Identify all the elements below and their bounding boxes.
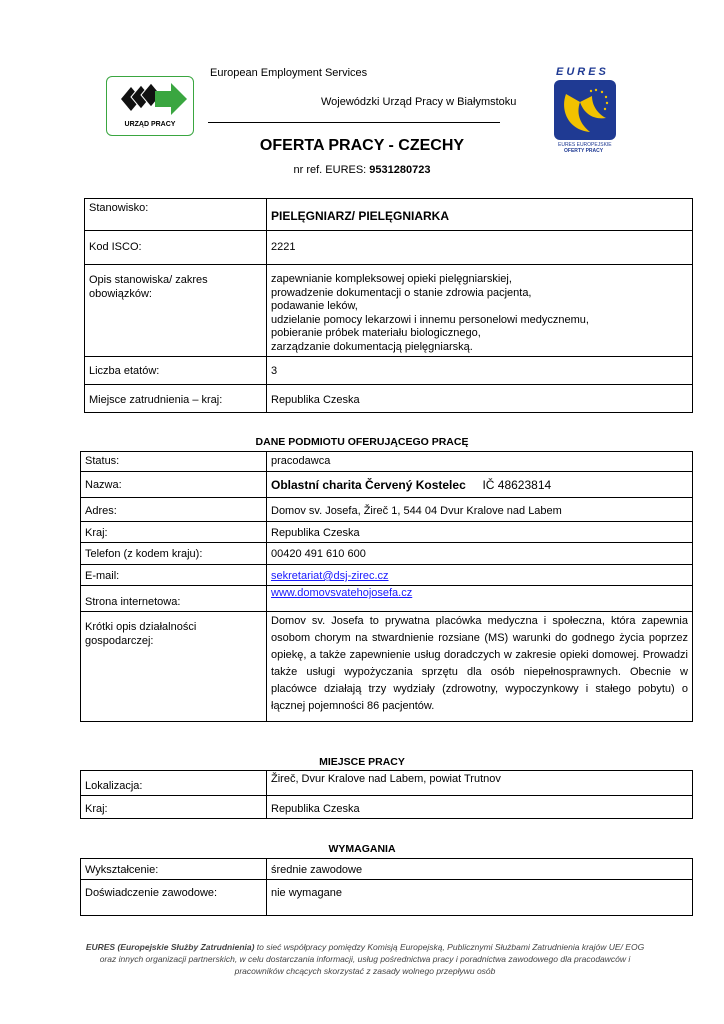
org-line-1: European Employment Services: [210, 67, 368, 79]
reference-prefix: nr ref. EURES:: [293, 164, 370, 176]
location-value: Žireč, Dvur Kralove nad Labem, powiat Trutnov: [267, 771, 693, 796]
header-divider: [208, 122, 500, 123]
positions-count-label: Liczba etatów:: [85, 357, 267, 385]
email-label: E-mail:: [81, 565, 267, 586]
eures-logo-sub1: EURES EUROPEJSKIE: [558, 142, 612, 148]
reference-line: [0, 164, 724, 176]
workplace-country-value: Republika Czeska: [267, 796, 693, 819]
website-cell: [267, 586, 693, 612]
requirements-table: [80, 858, 693, 916]
footer-line-1: to sieć współpracy pomiędzy Komisją Europejską, Publicznymi Służbami Zatrudnienia krajów UE/ EOG: [254, 942, 645, 952]
duties-value: [267, 265, 693, 357]
eures-emblem-icon: [550, 80, 620, 142]
job-country-value: Republika Czeska: [267, 385, 693, 413]
eures-logo-text: EURES: [556, 66, 609, 78]
duty-item: prowadzenie dokumentacji o stanie zdrowia pacjenta,: [271, 286, 532, 299]
duty-item: udzielanie pomocy lekarzowi i innemu personelowi medycznemu,: [271, 313, 589, 326]
urzad-pracy-logo-text: URZĄD PRACY: [124, 121, 176, 128]
website-link[interactable]: www.domovsvatehojosefa.cz: [271, 587, 413, 599]
urzad-pracy-logo: [106, 76, 194, 136]
footer: [70, 941, 660, 977]
isco-label: Kod ISCO:: [85, 231, 267, 265]
email-link[interactable]: sekretariat@dsj-zirec.cz: [271, 570, 389, 582]
footer-line-3: pracowników chcących skorzystać z zasady wolnego przepływu osób: [234, 966, 496, 976]
education-value: średnie zawodowe: [267, 859, 693, 880]
employer-table: [80, 451, 693, 722]
employer-name: Oblastní charita Červený Kostelec: [271, 478, 466, 492]
status-label: Status:: [81, 452, 267, 472]
footer-line-2: oraz innych organizacji partnerskich, w celu dostarczania informacji, usług pośrednictwa pracy i poradnictwa zawodowego dla pracodawców i: [99, 954, 631, 964]
education-label: Wykształcenie:: [81, 859, 267, 880]
isco-value: 2221: [267, 231, 693, 265]
org-line-2: Wojewódzki Urząd Pracy w Białymstoku: [321, 96, 517, 108]
job-table: [84, 198, 693, 413]
duty-item: zapewnianie kompleksowej opieki pielęgniarskiej,: [271, 273, 512, 285]
duty-item: podawanie leków,: [271, 300, 358, 312]
reference-number: 9531280723: [369, 164, 431, 176]
eures-logo-sub2: OFERTY PRACY: [564, 148, 604, 154]
requirements-section-title: WYMAGANIA: [328, 843, 396, 855]
position-label: Stanowisko:: [85, 199, 267, 231]
status-value: pracodawca: [267, 452, 693, 472]
experience-value: nie wymagane: [267, 880, 693, 916]
phone-label: Telefon (z kodem kraju):: [81, 543, 267, 565]
business-description-label: Krótki opis działalności gospodarczej:: [81, 612, 267, 722]
positions-count-value: 3: [267, 357, 693, 385]
page-title: OFERTA PRACY - CZECHY: [259, 137, 465, 154]
employer-country-label: Kraj:: [81, 522, 267, 543]
employer-name-value: [267, 472, 693, 498]
position-value: PIELĘGNIARZ/ PIELĘGNIARKA: [267, 199, 693, 231]
arrow-logo-icon: [107, 77, 193, 123]
address-label: Adres:: [81, 498, 267, 522]
phone-value: 00420 491 610 600: [267, 543, 693, 565]
website-label: Strona internetowa:: [81, 586, 267, 612]
location-label: Lokalizacja:: [81, 771, 267, 796]
duty-item: zarządzanie dokumentacją pielęgniarską.: [271, 340, 473, 353]
workplace-country-label: Kraj:: [81, 796, 267, 819]
employer-ic: IČ 48623814: [482, 478, 552, 492]
duty-item: pobieranie próbek materiału biologicznego,: [271, 327, 481, 339]
duties-label: Opis stanowiska/ zakres obowiązków:: [85, 265, 267, 357]
employer-country-value: Republika Czeska: [267, 522, 693, 543]
job-country-label: Miejsce zatrudnienia – kraj:: [85, 385, 267, 413]
email-cell: [267, 565, 693, 586]
employer-name-label: Nazwa:: [81, 472, 267, 498]
business-description-value: Domov sv. Josefa to prywatna placówka medyczna i społeczna, która zapewnia osobom chorym na stwardnienie rozsiane (MS) warunki do godnego życia poprzez opiekę, a także zapewnienie usług doradczych w zakresie opieki domowej. Prowadzi także usługi wypożyczania sprzętu dla osób niepełnosprawnych. Obecnie w placówce działają trzy wydziały (zdrowotny, wypoczynkowy i stałego pobytu) o łącznej pojemności 86 pacjentów.: [267, 612, 693, 722]
footer-lead: EURES (Europejskie Służby Zatrudnienia): [85, 942, 255, 952]
employer-section-title: DANE PODMIOTU OFERUJĄCEGO PRACĘ: [255, 436, 469, 448]
workplace-table: [80, 770, 693, 819]
experience-label: Doświadczenie zawodowe:: [81, 880, 267, 916]
address-value: Domov sv. Josefa, Žireč 1, 544 04 Dvur Kralove nad Labem: [267, 498, 693, 522]
workplace-section-title: MIEJSCE PRACY: [319, 756, 405, 768]
